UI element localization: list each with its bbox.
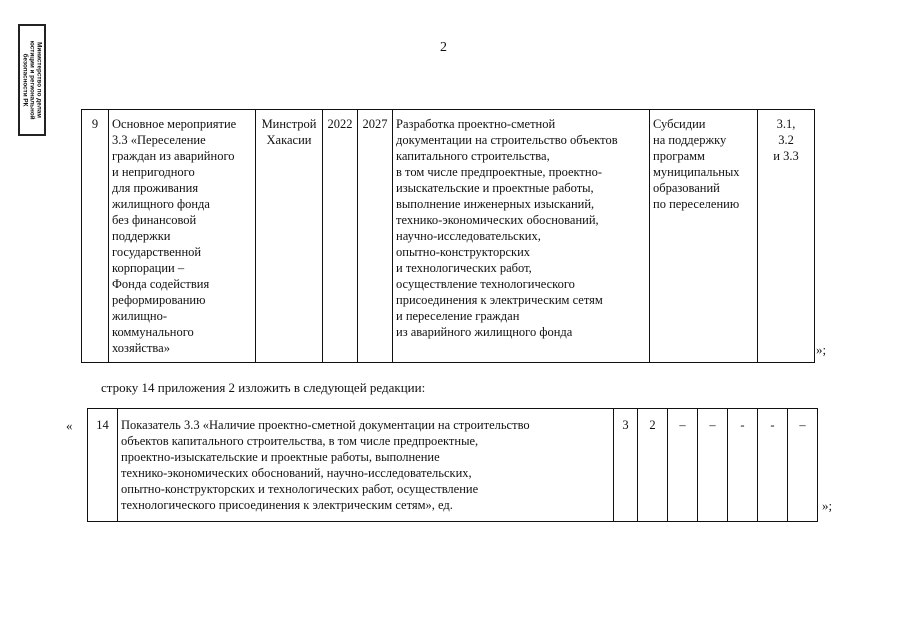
amendment-instruction: строку 14 приложения 2 изложить в следующей редакции:	[101, 380, 426, 395]
closing-quote: »;	[822, 498, 833, 513]
table-row	[88, 409, 818, 522]
program-activities-table	[81, 109, 815, 363]
end-year-cell: 2027	[358, 110, 393, 363]
value-cell: –	[668, 409, 698, 522]
activity-name-cell: Основное мероприятие 3.3 «Переселение граждан из аварийного и непригодного для проживания жилищного фонда без финансовой поддержки государственной корпорации – Фонда содействия реформированию жилищно- коммунального хозяйства»	[109, 110, 256, 363]
responsible-cell: Минстрой Хакасии	[256, 110, 323, 363]
stamp-line: безопасности РК	[21, 53, 29, 107]
financing-cell: Субсидии на поддержку программ муниципальных образований по переселению	[650, 110, 758, 363]
indicator-code-cell: 3	[614, 409, 638, 522]
value-cell: –	[788, 409, 818, 522]
value-cell: -	[728, 409, 758, 522]
stamp-line: юстиции и региональной	[28, 40, 36, 120]
page-number: 2	[440, 40, 447, 55]
stamp-line: Министерство по делам	[35, 42, 43, 118]
value-cell: –	[698, 409, 728, 522]
table-row	[82, 110, 815, 363]
indicators-table	[87, 408, 818, 522]
opening-quote: «	[66, 418, 73, 433]
value-cell: 2	[638, 409, 668, 522]
start-year-cell: 2022	[323, 110, 358, 363]
value-cell: -	[758, 409, 788, 522]
expected-result-cell: Разработка проектно-сметной документации на строительство объектов капитального строительства, в том числе предпроектные, проектно- изыскательские и проектные работы, выполнение инженерных изысканий, технико-экономических обоснований, научно-исследовательских, опытно-конструкторских и технологических работ, осуществление технологического присоединения к электрическим сетям и переселение граждан из аварийного жилищного фонда	[393, 110, 650, 363]
registration-stamp	[18, 24, 46, 136]
indicators-cell: 3.1, 3.2 и 3.3	[758, 110, 815, 363]
stamp-text	[22, 28, 43, 132]
row-number-cell: 14	[88, 409, 118, 522]
closing-quote: »;	[816, 342, 827, 357]
indicator-text-cell: Показатель 3.3 «Наличие проектно-сметной документации на строительство объектов капитального строительства, в том числе предпроектные, проектно-изыскательские и проектные работы, выполнение технико-экономических обоснований, научно-исследовательских, опытно-конструкторских и технологических работ, осуществление технологического присоединения к электрическим сетям», ед.	[118, 409, 614, 522]
row-number-cell: 9	[82, 110, 109, 363]
